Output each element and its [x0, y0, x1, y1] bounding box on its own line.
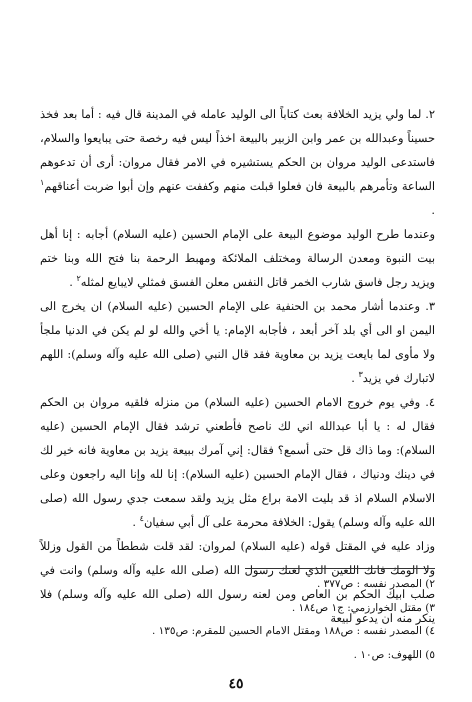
footnote-item: ٣) مقتل الخوارزمي: ج١ ص١٨٤ . [291, 601, 435, 614]
paragraph-3 [40, 294, 435, 390]
paragraph-text: ٣. وعندما أشار محمد بن الحنفية على الإمام الحسين (عليه السلام) ان يخرج الى اليمن او الى أي بلد آخر أبعد ، فأجابه الإمام: يا أخي والله لو لم يكن في الدنيا ملجأ ولا مأوى لما بايعت يزيد بن معاوية فقد قال النبي (صلى الله عليه وآله وسلم): اللهم لاتبارك في يزيد [40, 299, 435, 385]
main-text [40, 102, 435, 630]
paragraph-text: ٢. لما ولي يزيد الخلافة بعث كتاباً الى الوليد عامله في المدينة قال فيه : أما بعد فخذ حسيناً وعبدالله بن عمر وابن الزبير بالبيعة اخذاً ليس فيه رخصة حتى يبايعوا والسلام، فاستدعى الوليد مروان بن الحكم يستشيره في الامر فقال مروان: أرى أن تدعوهم الساعة وتأمرهم بالبيعة فان فعلوا قبلت منهم وكففت عنهم وإن أبوا ضربت أعناقهم [40, 107, 435, 193]
footnote-item: ٢) المصدر نفسه : ص٣٧٧ . [316, 578, 435, 590]
paragraph-text: وزاد عليه في المقتل قوله (عليه السلام) لمروان: لقد قلت شططاً من القول وزللاً ولا الومك فانك اللعين الذي لعنك رسول الله (صلى الله عليه وآله وسلم) وانت في صلب ابيك الحكم بن العاص ومن لعنه رسول الله (صلى الله عليه وآله وسلم) فلا ينكر منه ان يدعو لبيعة [40, 539, 435, 625]
paragraph-text: ٤. وفي يوم خروج الامام الحسين (عليه السلام) من منزله فلقيه مروان بن الحكم فقال له : يا أبا عبدالله اني لك ناصح فأطعني ترشد فقال الإمام الحسين (عليه السلام): وما ذاك قل حتى أسمع؟ فقال: إني آمرك ببيعة يزيد بن معاوية فانه خير لك في دينك ودنياك ، فقال الإمام الحسين (عليه السلام): إنا لله وإنا اليه راجعون وعلى الاسلام السلام اذ قد بليت الامة براع مثل يزيد ولقد سمعت جدي رسول الله (صلى الله عليه وآله وسلم) يقول: الخلافة محرمة على آل أبي سفيان [40, 395, 435, 529]
footnotes [40, 573, 435, 667]
paragraph-tail: . [69, 275, 77, 289]
footnote-divider [245, 568, 435, 569]
footnote-item: ٤) المصدر نفسه : ص١٨٨ ومقتل الامام الحسين للمقرم: ص١٣٥ . [151, 625, 435, 637]
footnote-item: ٥) اللهوف: ص١٠ . [353, 648, 435, 661]
paragraph-text: وعندما طرح الوليد موضوع البيعة على الإمام الحسين (عليه السلام) أجابه : إنا أهل بيت النبوة ومعدن الرسالة ومختلف الملائكة ومهبط الرحمة بنا فتح الله وبنا ختم ويزيد رجل فاسق شارب الخمر قاتل النفس معلن الفسق فمثلي لايبايع لمثله [40, 227, 435, 289]
footnote-ref[interactable]: ١ [40, 178, 45, 188]
paragraph-2 [40, 102, 435, 222]
page-number: ٤٥ [228, 676, 244, 692]
paragraph-response [40, 222, 435, 294]
paragraph-4 [40, 390, 435, 534]
footnote-ref[interactable]: ٤ [139, 514, 144, 524]
paragraph-tail: . [351, 371, 359, 385]
paragraph-tail: . [132, 515, 140, 529]
footnote-ref[interactable]: ٣ [358, 370, 363, 380]
footnote-ref[interactable]: ٢ [76, 274, 81, 284]
paragraph-tail: . [431, 203, 435, 217]
